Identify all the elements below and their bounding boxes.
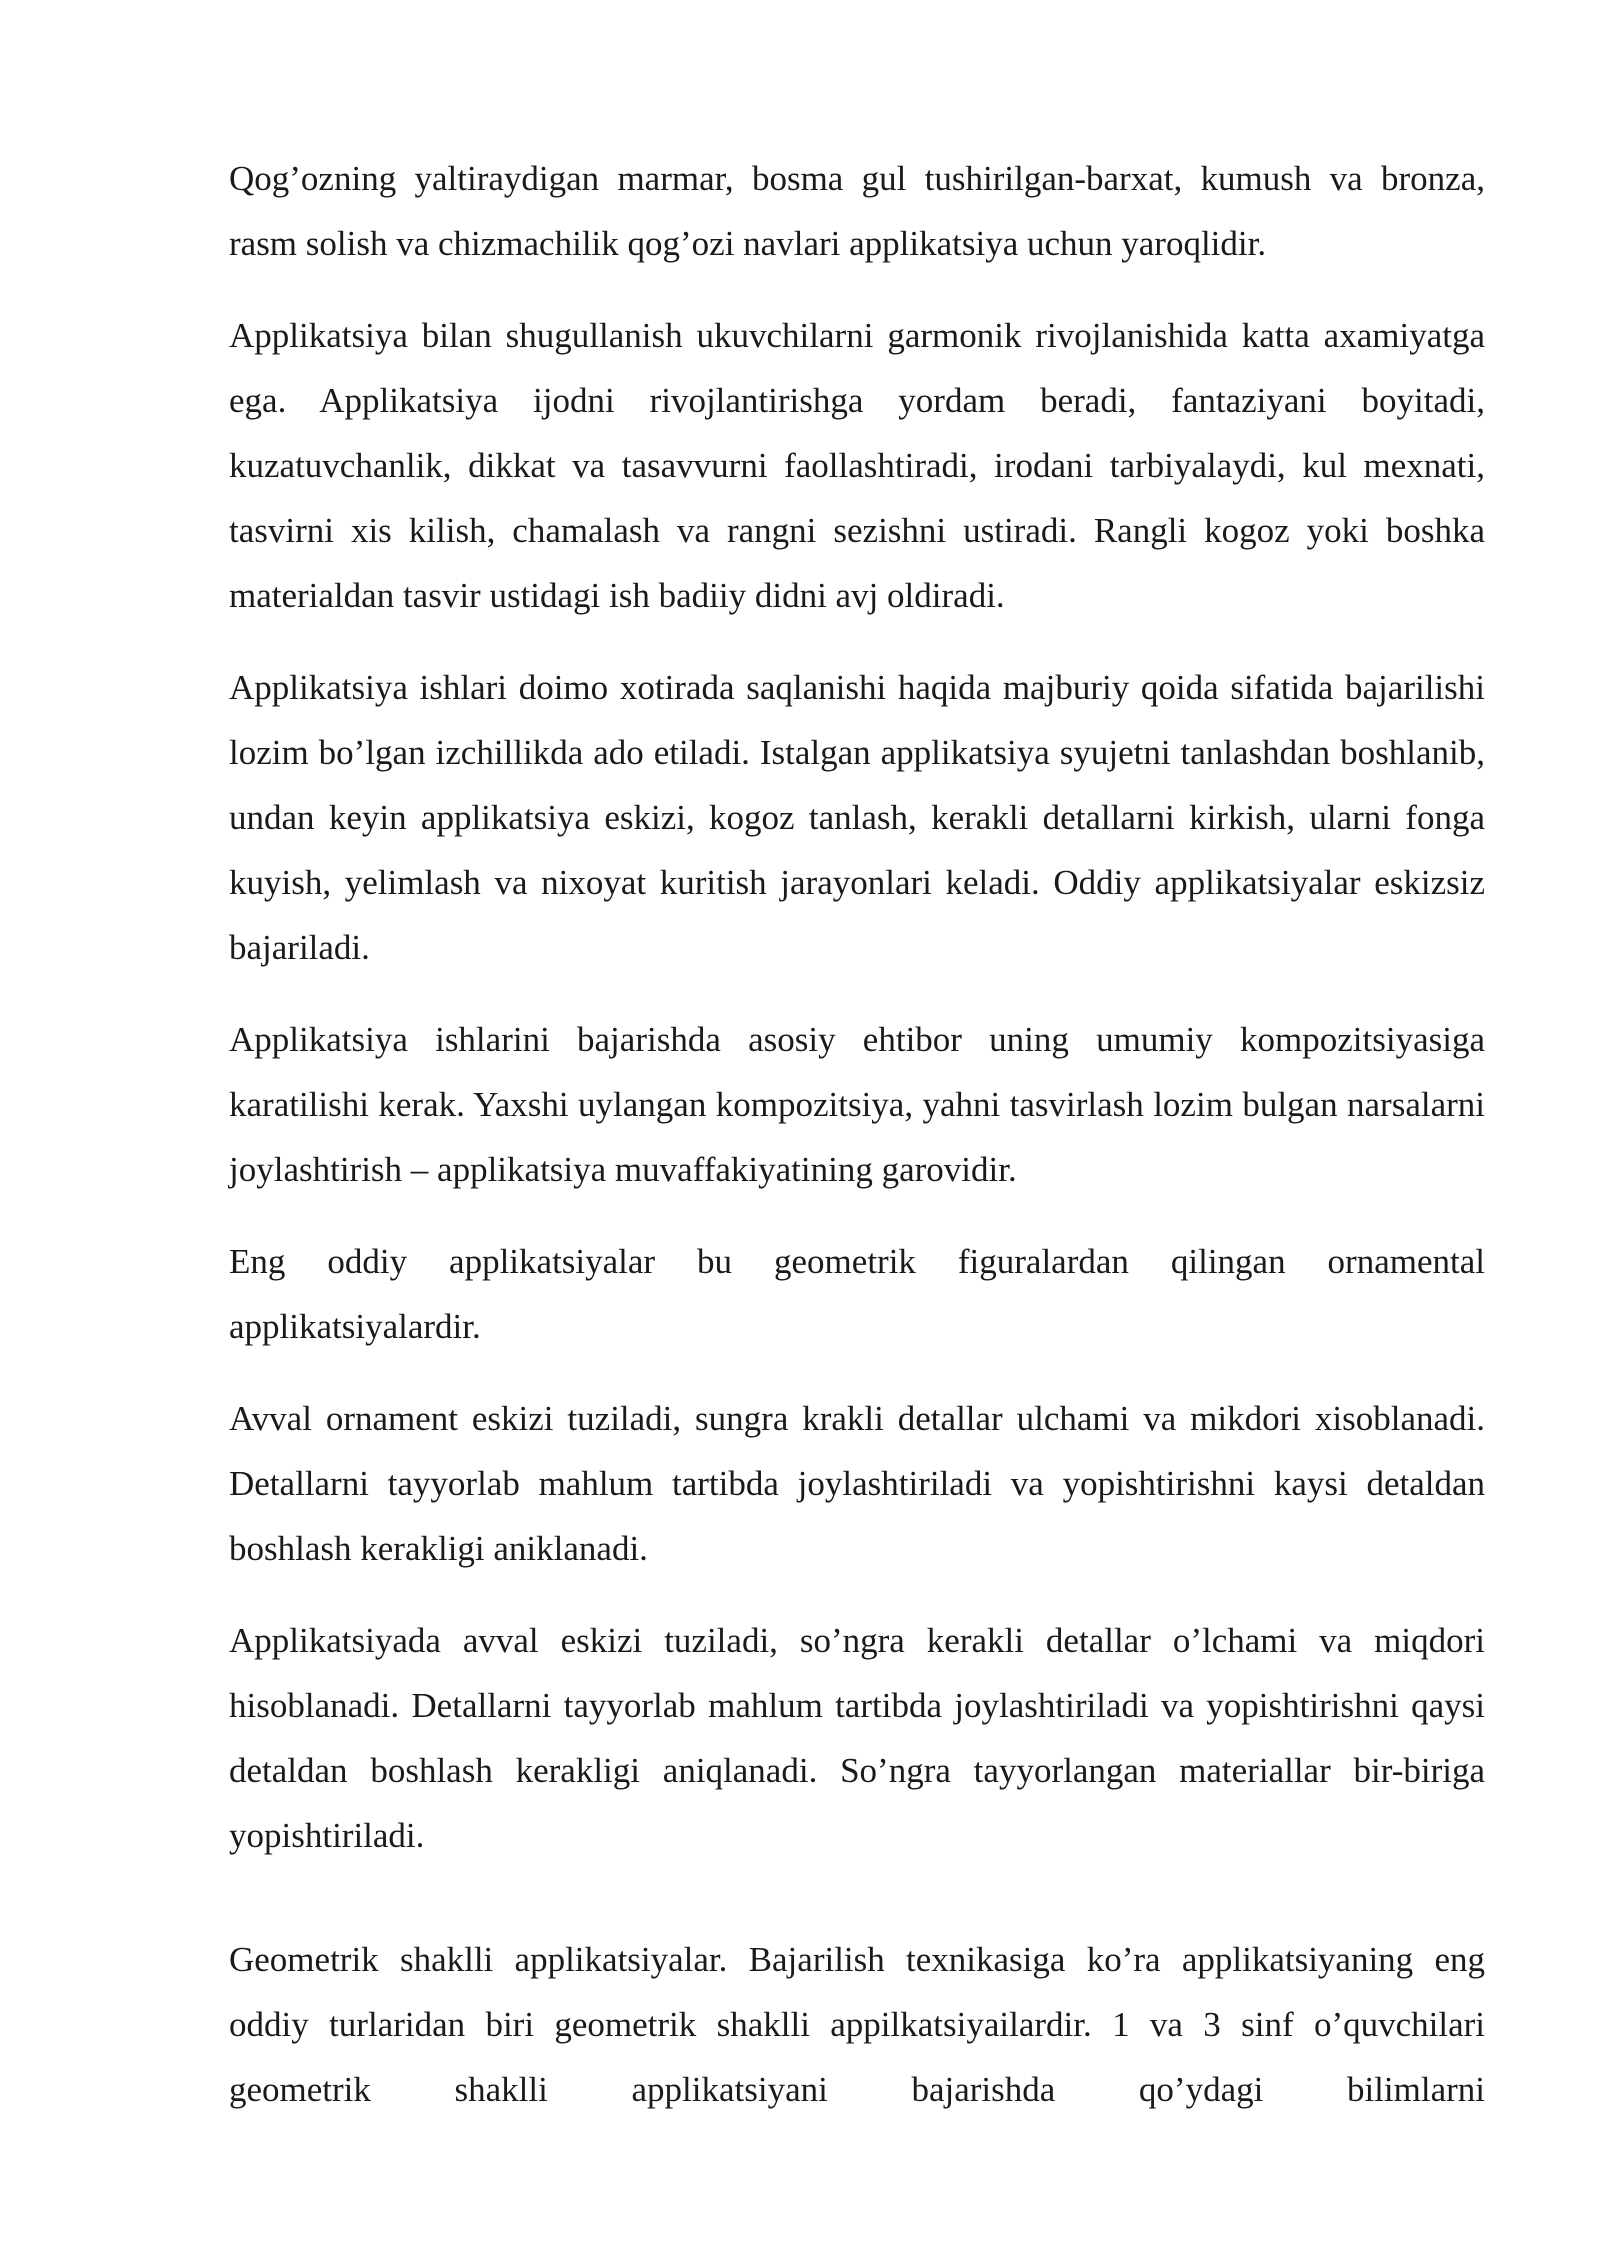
paragraph-applique-benefits: Applikatsiya bilan shugullanish ukuvchilarni garmonik rivojlanishida katta axamiyatga ega. Applikatsiya ijodni rivojlantirishga yordam beradi, fantaziyani boyitadi, kuzatuvchanlik, dikkat va tasavvurni faollashtiradi, irodani tarbiyalaydi, kul mexnati, tasvirni xis kilish, chamalash va rangni sezishni ustiradi. Rangli kogoz yoki boshka materialdan tasvir ustidagi ish badiiy didni avj oldiradi. [229, 316, 1485, 615]
paragraph-applique-steps: Applikatsiyada avval eskizi tuziladi, so’ngra kerakli detallar o’lchami va miqdori hisoblanadi. Detallarni tayyorlab mahlum tartibda joylashtiriladi va yopishtirishni qaysi detaldan boshlash kerakligi aniqlanadi. So’ngra tayyorlangan materiallar bir-biriga yopishtiriladi. [229, 1621, 1485, 1855]
paragraph-work-sequence: Applikatsiya ishlari doimo xotirada saqlanishi haqida majburiy qoida sifatida bajarilishi lozim bo’lgan izchillikda ado etiladi. Istalgan applikatsiya syujetni tanlashdan boshlanib, undan keyin applikatsiya eskizi, kogoz tanlash, kerakli detallarni kirkish, ularni fonga kuyish, yelimlash va nixoyat kuritish jarayonlari keladi. Oddiy applikatsiyalar eskizsiz bajariladi. [229, 668, 1485, 967]
paragraph-composition: Applikatsiya ishlarini bajarishda asosiy ehtibor uning umumiy kompozitsiyasiga karatilishi kerak. Yaxshi uylangan kompozitsiya, yahni tasvirlash lozim bulgan narsalarni joylashtirish – applikatsiya muvaffakiyatining garovidir. [229, 1020, 1485, 1189]
paragraph-simple-applique: Eng oddiy applikatsiyalar bu geometrik figuralardan qilingan ornamental applikatsiyalardir. [229, 1242, 1485, 1346]
paragraph-gap [229, 1895, 1485, 1927]
paragraph-geometric-applique: Geometrik shaklli applikatsiyalar. Bajarilish texnikasiga ko’ra applikatsiyaning eng oddiy turlaridan biri geometrik shaklli appilkatsiyailardir. 1 va 3 sinf o’quvchilari geometrik shaklli applikatsiyani bajarishda qo’ydagi bilimlarni [229, 1940, 1485, 2109]
document-body [229, 146, 1485, 2149]
paragraph-paper-types: Qog’ozning yaltiraydigan marmar, bosma gul tushirilgan-barxat, kumush va bronza, rasm solish va chizmachilik qog’ozi navlari applikatsiya uchun yaroqlidir. [229, 159, 1485, 263]
paragraph-ornament-sketch: Avval ornament eskizi tuziladi, sungra krakli detallar ulchami va mikdori xisoblanadi. Detallarni tayyorlab mahlum tartibda joylashtiriladi va yopishtirishni kaysi detaldan boshlash kerakligi aniklanadi. [229, 1399, 1485, 1568]
